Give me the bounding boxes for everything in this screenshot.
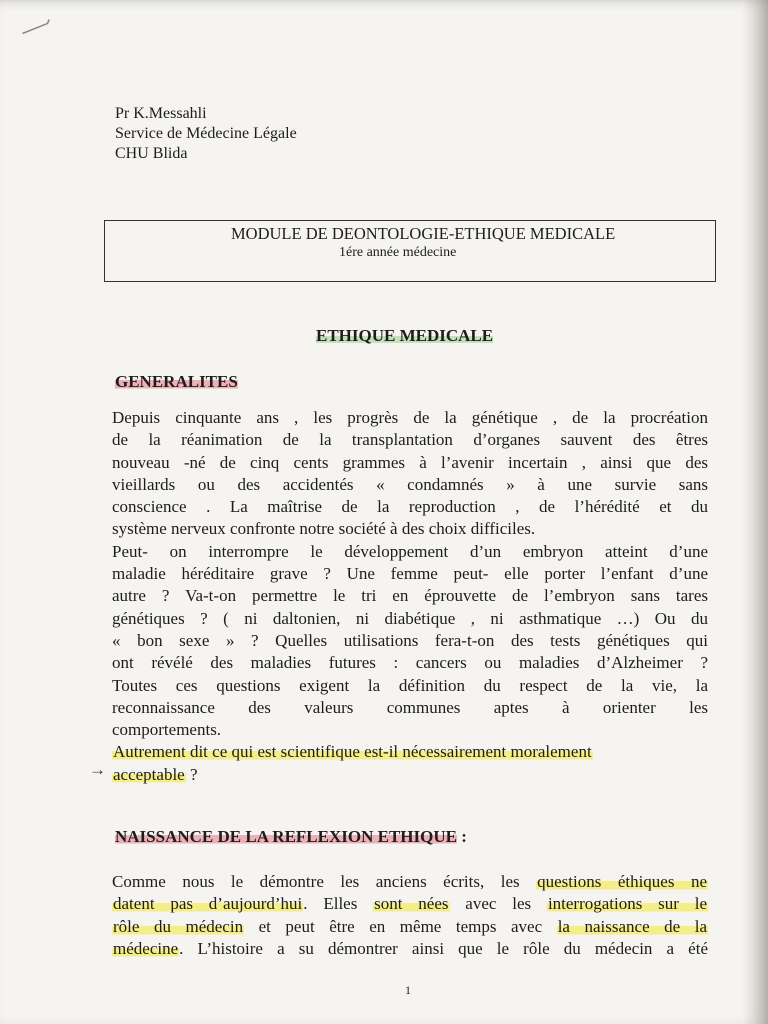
main-heading-text: ETHIQUE MEDICALE: [316, 326, 494, 345]
author-hospital: CHU Blida: [115, 145, 188, 162]
paragraph-line: de la réanimation de la transplantation d’organes sauvent des êtres: [112, 430, 708, 450]
paragraph-line: [112, 893, 708, 915]
paragraph-line: vieillards ou des accidentés « condamnés » à une survie sans: [112, 474, 708, 494]
paragraph-line: Toutes ces questions exigent la définition du respect de la vie, la: [112, 675, 708, 695]
module-subtitle: 1ére année médecine: [339, 245, 457, 260]
paragraph-line: maladie héréditaire grave ? Une femme peut- elle porter l’enfant d’une: [112, 564, 708, 584]
highlight-text: questions éthiques ne: [537, 872, 707, 891]
highlight-text: sont nées: [374, 894, 449, 914]
highlight-text: datent pas d’aujourd’hui: [113, 894, 303, 914]
paragraph-line: ont révélé des maladies futures : cancers ou maladies d’Alzheimer ?: [112, 653, 708, 673]
paragraph-line: reconnaissance des valeurs communes aptes à orienter les: [112, 697, 708, 717]
page-edge-shadow: [742, 0, 768, 1024]
highlight-text: acceptable: [113, 764, 185, 784]
paragraph-line: comportements.: [112, 720, 222, 740]
text-segment: . L’histoire a su démontrer ainsi que le rôle du médecin a été: [179, 938, 708, 958]
main-heading: [316, 326, 493, 346]
text-segment: et peut être en même temps avec: [244, 916, 557, 936]
question-mark: ?: [185, 764, 198, 784]
naissance-paragraph: [112, 871, 708, 960]
naissance-heading-text: NAISSANCE DE LA REFLEXION ETHIQUE: [115, 827, 457, 846]
page-number: 1: [405, 983, 411, 997]
module-box: [104, 220, 716, 282]
paragraph-line: [112, 938, 708, 960]
highlight-text: médecine: [113, 938, 179, 958]
staple-mark: [19, 16, 52, 37]
text-segment: avec les: [449, 894, 547, 914]
highlight-text: rôle du médecin: [113, 916, 244, 936]
paragraph-line: autre ? Va-t-on permettre le tri en éprouvette de l’embryon sans tares: [112, 586, 708, 606]
paragraph-line: nouveau -né de cinq cents grammes à l’avenir incertain , ainsi que des: [112, 452, 708, 472]
generalites-paragraph: [112, 407, 708, 786]
paragraph-line: « bon sexe » ? Quelles utilisations fera-t-on des tests génétiques qui: [112, 630, 708, 650]
highlight-text: interrogations sur le: [547, 894, 708, 914]
author-name: Pr K.Messahli: [115, 105, 207, 122]
highlighted-question-line-1: [112, 741, 708, 763]
paragraph-line: conscience . La maîtrise de la reproduction , de l’hérédité et du: [112, 497, 708, 517]
highlight-text: Autrement dit ce qui est scientifique est-il nécessairement moralement: [113, 742, 592, 762]
paragraph-line: génétiques ? ( ni daltonien, ni diabétique , ni asthmatique …) Ou du: [112, 608, 708, 628]
text-segment: . Elles: [303, 894, 374, 914]
margin-arrow-icon: →: [89, 760, 106, 779]
generalites-heading-text: GENERALITES: [115, 372, 238, 391]
heading-colon: :: [456, 827, 467, 846]
text-segment: Comme nous le démontre les anciens écrits, les: [112, 872, 537, 891]
section-heading-naissance: [115, 827, 467, 847]
paragraph-line: Peut- on interrompre le développement d’un embryon atteint d’une: [112, 541, 708, 561]
module-title: MODULE DE DEONTOLOGIE-ETHIQUE MEDICALE: [231, 224, 616, 243]
author-service: Service de Médecine Légale: [115, 125, 297, 142]
paragraph-line: [112, 871, 708, 893]
paragraph-line: [112, 916, 708, 938]
paragraph-line: système nerveux confronte notre société à des choix difficiles.: [112, 519, 536, 539]
paragraph-line: Depuis cinquante ans , les progrès de la génétique , de la procréation: [112, 408, 708, 427]
author-block: [115, 104, 297, 164]
highlight-text: la naissance de la: [557, 916, 708, 936]
section-heading-generalites: [115, 372, 238, 392]
highlighted-question-line-2: [112, 764, 708, 786]
